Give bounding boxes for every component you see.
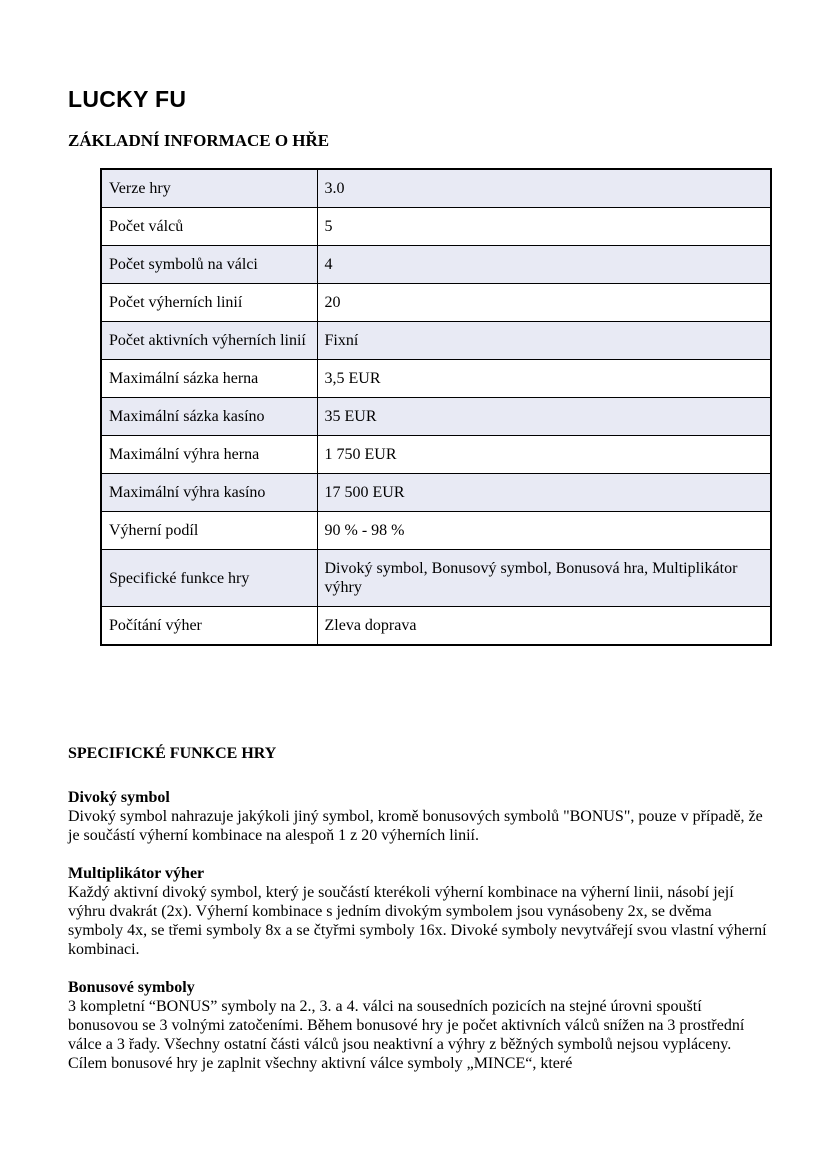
table-row-value: 4 [317,246,771,284]
page-title: LUCKY FU [68,86,187,112]
feature-heading: Multiplikátor výher [68,865,205,882]
table-row-label: Počet válců [101,208,317,246]
table-row-label: Verze hry [101,169,317,208]
feature-body: Divoký symbol nahrazuje jakýkoli jiný symbol, kromě bonusových symbolů "BONUS", pouze v případě, že je součástí výherní kombinace na alespoň 1 z 20 výherních linií. [68,808,763,844]
game-info-table [100,168,772,646]
table-row-label: Maximální výhra kasíno [101,474,317,512]
feature-win-multiplier [68,864,768,959]
feature-body: Každý aktivní divoký symbol, který je součástí kterékoli výherní kombinace na výherní linii, násobí její výhru dvakrát (2x). Výherní kombinace s jedním divokým symbolem jsou vynásobeny 2x, se dvěma symboly 4x, se třemi symboly 8x a se čtyřmi symboly 16x. Divoké symboly nevytvářejí svou vlastní výherní kombinaci. [68,884,767,958]
table-row [101,474,771,512]
table-row-label: Počet aktivních výherních linií [101,322,317,360]
table-row-label: Maximální výhra herna [101,436,317,474]
table-row-value: Divoký symbol, Bonusový symbol, Bonusová hra, Multiplikátor výhry [317,550,771,607]
table-row-label: Maximální sázka herna [101,360,317,398]
table-row-label: Počet výherních linií [101,284,317,322]
basic-info-heading: ZÁKLADNÍ INFORMACE O HŘE [68,131,330,150]
table-row [101,169,771,208]
feature-wild-symbol [68,788,768,845]
table-row-label: Specifické funkce hry [101,550,317,607]
table-row [101,512,771,550]
table-row-value: 90 % - 98 % [317,512,771,550]
table-row-value: 17 500 EUR [317,474,771,512]
feature-bonus-symbols [68,978,768,1073]
table-row-value: 1 750 EUR [317,436,771,474]
table-row-value: 3.0 [317,169,771,208]
table-row [101,208,771,246]
table-row [101,322,771,360]
feature-heading: Divoký symbol [68,789,170,806]
table-row-value: 20 [317,284,771,322]
table-row [101,398,771,436]
table-row-label: Výherní podíl [101,512,317,550]
table-row-label: Počet symbolů na válci [101,246,317,284]
table-row [101,550,771,607]
table-row [101,246,771,284]
table-row-value: 3,5 EUR [317,360,771,398]
table-row-value: Zleva doprava [317,607,771,646]
feature-heading: Bonusové symboly [68,979,195,996]
specific-functions-heading: SPECIFICKÉ FUNKCE HRY [68,745,277,762]
table-row [101,607,771,646]
table-row [101,436,771,474]
table-row-label: Maximální sázka kasíno [101,398,317,436]
table-row-value: 5 [317,208,771,246]
table-row [101,284,771,322]
table-row-label: Počítání výher [101,607,317,646]
table-row [101,360,771,398]
feature-body: 3 kompletní “BONUS” symboly na 2., 3. a 4. válci na sousedních pozicích na stejné úrovni spouští bonusovou se 3 volnými zatočeními. Během bonusové hry je počet aktivních válců snížen na 3 prostřední válce a 3 řady. Všechny ostatní části válců jsou neaktivní a výhry z běžných symbolů nejsou vypláceny. Cílem bonusové hry je zaplnit všechny aktivní válce symboly „MINCE“, které [68,998,745,1072]
table-row-value: Fixní [317,322,771,360]
table-row-value: 35 EUR [317,398,771,436]
specific-functions-section [68,744,768,1092]
